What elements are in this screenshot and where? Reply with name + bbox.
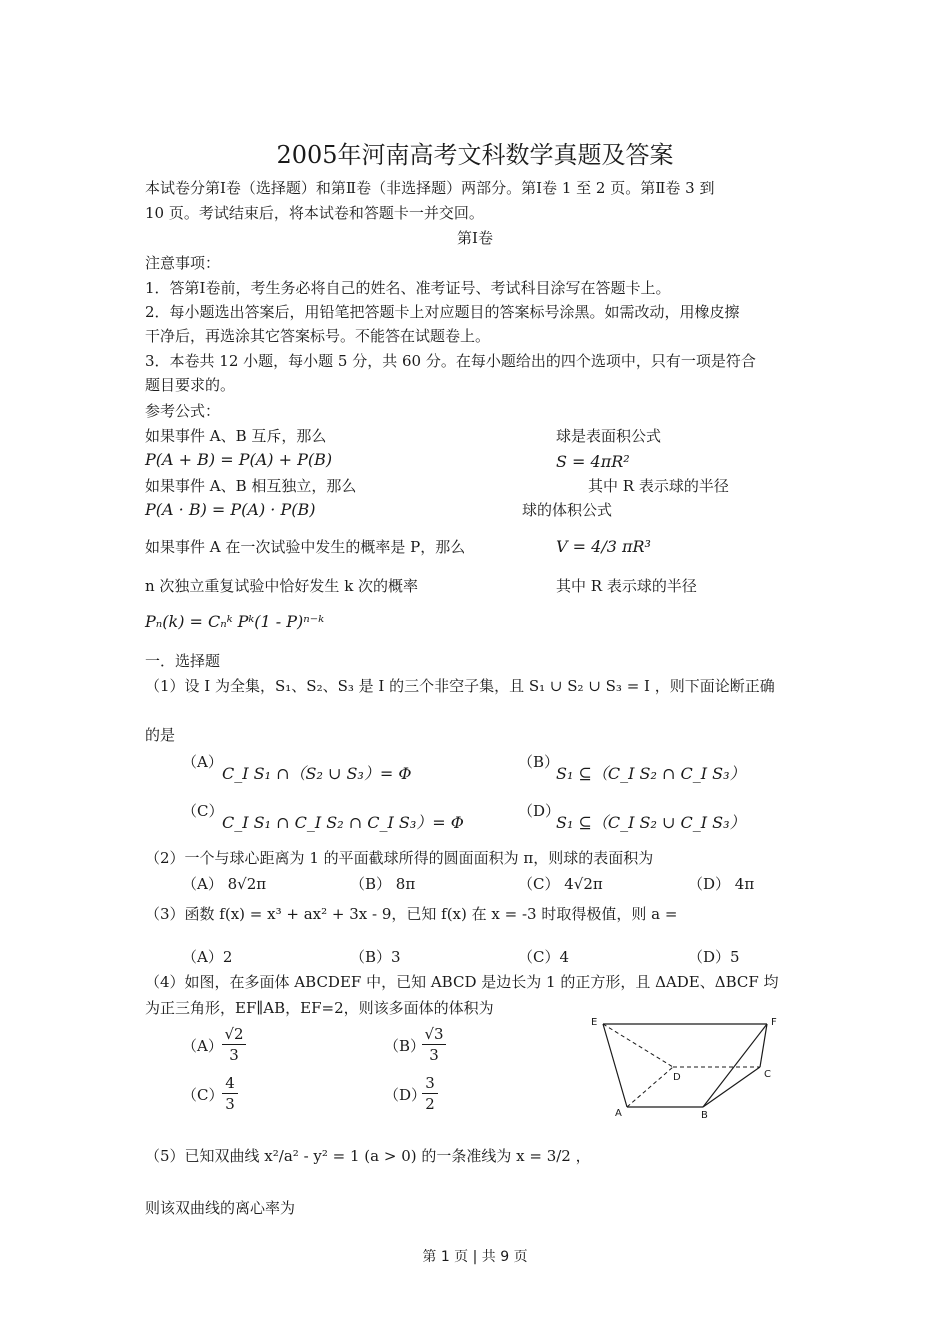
q4-option-c-label: （C） — [182, 1086, 224, 1104]
q1-option-a: C_I S₁ ∩（S₂ ∪ S₃）= Φ — [222, 764, 412, 783]
note-2-cont: 干净后，再选涂其它答案标号。不能答在试题卷上。 — [145, 327, 491, 345]
q3-stem: （3）函数 f(x) = x³ + ax² + 3x - 9，已知 f(x) 在 x = -3 时取得极值，则 a = — [145, 905, 678, 923]
q4-option-d-denominator: 2 — [425, 1095, 435, 1113]
note-3: 3．本卷共 12 小题，每小题 5 分，共 60 分。在每小题给出的四个选项中，只有一项是符合 — [145, 352, 756, 370]
formula-left-1: 如果事件 A、B 互斥，那么 — [145, 427, 327, 445]
page-title: 2005年河南高考文科数学真题及答案 — [276, 141, 674, 169]
q3-option-b: （B）3 — [350, 948, 401, 966]
q4-stem-cont: 为正三角形，EF∥AB，EF=2，则该多面体的体积为 — [145, 999, 494, 1017]
vertex-label-b: B — [701, 1110, 708, 1121]
vertex-label-a: A — [615, 1108, 622, 1119]
notes-heading: 注意事项： — [145, 254, 221, 272]
edge-ad-hidden — [627, 1067, 673, 1107]
q1-stem: （1）设 I 为全集，S₁、S₂、S₃ 是 I 的三个非空子集，且 S₁ ∪ S₂ ∪ S₃ = I ，则下面论断正确 — [145, 677, 775, 695]
q1-option-b-label: （B） — [518, 753, 560, 771]
q4-option-b-numerator: √3 — [422, 1024, 446, 1045]
q2-option-d: （D） 4π — [688, 875, 755, 893]
q4-option-d-label: （D） — [384, 1086, 427, 1104]
formula-left-2: P(A + B) = P(A) + P(B) — [145, 450, 333, 469]
formula-left-6: n 次独立重复试验中恰好发生 k 次的概率 — [145, 577, 419, 595]
note-3-cont: 题目要求的。 — [145, 376, 236, 394]
q4-option-c-numerator: 4 — [222, 1073, 238, 1094]
q1-option-a-label: （A） — [182, 753, 223, 771]
q3-option-a: （A）2 — [182, 948, 233, 966]
vertex-label-c: C — [764, 1069, 771, 1080]
q1-option-b: S₁ ⊆（C_I S₂ ∩ C_I S₃） — [556, 764, 746, 783]
q2-stem: （2）一个与球心距离为 1 的平面截球所得的圆面面积为 π，则球的表面积为 — [145, 849, 654, 867]
note-2: 2．每小题选出答案后，用铅笔把答题卡上对应题目的答案标号涂黑。如需改动，用橡皮擦 — [145, 303, 740, 321]
q4-option-b-fraction — [422, 1024, 446, 1065]
intro-line-1: 本试卷分第Ⅰ卷（选择题）和第Ⅱ卷（非选择题）两部分。第Ⅰ卷 1 至 2 页。第Ⅱ卷 3 到 — [145, 179, 715, 197]
vertex-label-d: D — [673, 1072, 681, 1083]
formula-right-6: 其中 R 表示球的半径 — [556, 577, 697, 595]
q5-stem: （5）已知双曲线 x²/a² - y² = 1 (a > 0) 的一条准线为 x = 3/2 ， — [145, 1147, 591, 1165]
q1-option-c: C_I S₁ ∩ C_I S₂ ∩ C_I S₃）= Φ — [222, 813, 464, 832]
q4-option-a-numerator: √2 — [222, 1024, 246, 1045]
q4-option-a-fraction — [222, 1024, 246, 1065]
vertex-label-e: E — [591, 1017, 598, 1028]
q4-option-c-denominator: 3 — [225, 1095, 235, 1113]
edge-bf — [703, 1024, 767, 1107]
part-label: 第Ⅰ卷 — [457, 229, 493, 247]
formula-right-1: 球是表面积公式 — [556, 427, 662, 445]
q1-option-d-label: （D） — [518, 802, 561, 820]
formula-right-2: S = 4πR² — [556, 452, 630, 471]
ref-heading: 参考公式： — [145, 402, 221, 420]
q4-option-c-fraction — [222, 1073, 238, 1114]
formula-right-5: V = 4/3 πR³ — [556, 537, 651, 556]
formula-right-4: 球的体积公式 — [522, 501, 613, 519]
section-heading: 一．选择题 — [145, 652, 221, 670]
q4-option-b-label: （B） — [384, 1037, 426, 1055]
q4-option-d-fraction — [422, 1073, 438, 1114]
formula-left-5: 如果事件 A 在一次试验中发生的概率是 P，那么 — [145, 538, 466, 556]
q5-stem-cont: 则该双曲线的离心率为 — [145, 1199, 296, 1217]
q2-option-b: （B） 8π — [350, 875, 416, 893]
q3-option-c: （C）4 — [518, 948, 570, 966]
formula-left-3: 如果事件 A、B 相互独立，那么 — [145, 477, 357, 495]
q2-option-a: （A） 8√2π — [182, 875, 267, 893]
formula-right-3: 其中 R 表示球的半径 — [588, 477, 729, 495]
q4-option-a-denominator: 3 — [229, 1046, 239, 1064]
intro-line-2: 10 页。考试结束后，将本试卷和答题卡一并交回。 — [145, 204, 484, 222]
polyhedron-diagram — [585, 1012, 795, 1124]
q3-option-d: （D）5 — [688, 948, 740, 966]
note-1: 1．答第Ⅰ卷前，考生务必将自己的姓名、准考证号、考试科目涂写在答题卡上。 — [145, 279, 671, 297]
vertex-label-f: F — [771, 1017, 777, 1028]
q1-option-d: S₁ ⊆（C_I S₂ ∪ C_I S₃） — [556, 813, 746, 832]
q4-option-b-denominator: 3 — [429, 1046, 439, 1064]
q4-stem: （4）如图，在多面体 ABCDEF 中，已知 ABCD 是边长为 1 的正方形，且 ΔADE、ΔBCF 均 — [145, 973, 779, 991]
formula-left-7: Pₙ(k) = Cₙᵏ Pᵏ(1 - P)ⁿ⁻ᵏ — [145, 612, 325, 631]
edge-bc — [703, 1067, 760, 1107]
q4-option-a-label: （A） — [182, 1037, 223, 1055]
page-footer: 第 1 页 | 共 9 页 — [422, 1249, 528, 1265]
q2-option-c: （C） 4√2π — [518, 875, 603, 893]
formula-left-4: P(A · B) = P(A) · P(B) — [145, 500, 316, 519]
q1-stem-cont: 的是 — [145, 726, 176, 744]
edge-fc — [760, 1024, 767, 1067]
q1-option-c-label: （C） — [182, 802, 224, 820]
q4-option-d-numerator: 3 — [422, 1073, 438, 1094]
